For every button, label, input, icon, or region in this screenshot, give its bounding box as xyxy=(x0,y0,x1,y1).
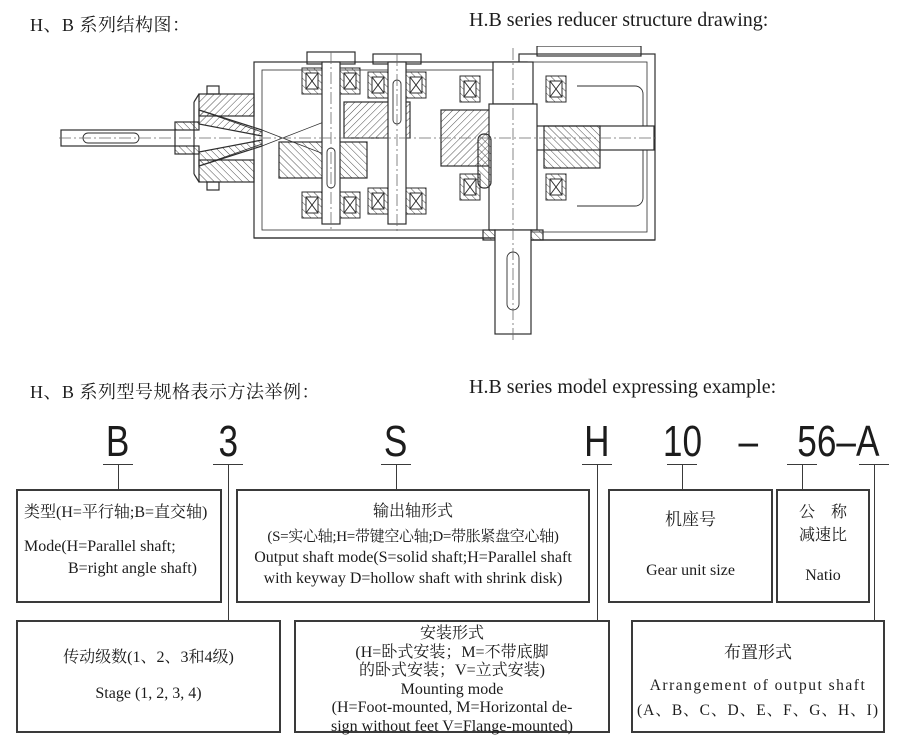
structure-heading-en: H.B series reducer structure drawing: xyxy=(469,9,769,31)
leader-line xyxy=(396,464,397,489)
structure-heading-zh: H、B 系列结构图： xyxy=(30,15,191,35)
box-nominal-ratio: 公 称 减速比 Natio xyxy=(776,489,870,603)
model-heading-en: H.B series model expressing example: xyxy=(469,376,777,398)
leader-line xyxy=(874,464,875,620)
leader-line xyxy=(118,464,119,489)
code-segment-size: 10 xyxy=(662,417,702,466)
code-segment-stage: 3 xyxy=(218,417,238,466)
box-output-shaft-mode: 输出轴形式 (S=实心轴;H=带键空心轴;D=带胀紧盘空心轴) Output shaft mode(S=solid shaft;H=Parallel shaft with keyway D=hollow shaft with shrink disk) xyxy=(236,489,590,603)
box-gear-unit-size: 机座号 Gear unit size xyxy=(608,489,773,603)
box-type: 类型(H=平行轴;B=直交轴) Mode(H=Parallel shaft; B=right angle shaft) xyxy=(16,489,222,603)
model-heading-zh: H、B 系列型号规格表示方法举例： xyxy=(30,382,321,402)
code-segment-dash: – xyxy=(738,417,758,466)
reducer-cross-section-drawing xyxy=(57,46,662,346)
leader-line xyxy=(802,464,803,489)
code-segment-mounting: H xyxy=(584,417,610,466)
box-arrangement: 布置形式 Arrangement of output shaft (A、B、C、D、E、F、G、H、I) xyxy=(631,620,885,733)
box-stage: 传动级数(1、2、3和4级) Stage (1, 2, 3, 4) xyxy=(16,620,281,733)
leader-line xyxy=(228,464,229,620)
code-segment-ratio-arrangement: 56–A xyxy=(796,417,880,466)
box-mounting-mode: 安装形式 (H=卧式安装；M=不带底脚 的卧式安装；V=立式安装) Mounting mode (H=Foot-mounted, M=Horizontal de- sign without feet V=Flange-mounted) xyxy=(294,620,610,733)
code-segment-output-shaft: S xyxy=(384,417,408,466)
leader-line xyxy=(597,464,598,620)
code-segment-type: B xyxy=(106,417,130,466)
leader-line xyxy=(682,464,683,489)
